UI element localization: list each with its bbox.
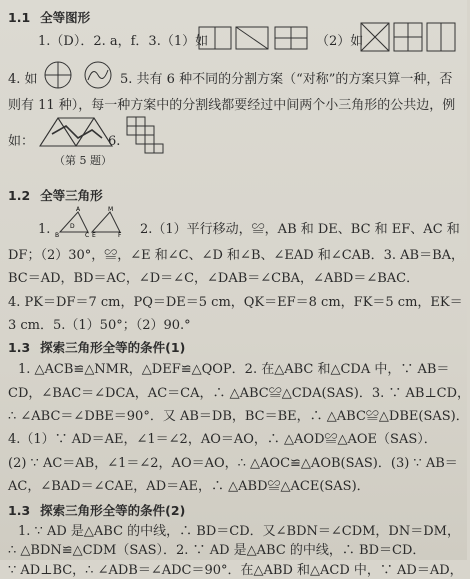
fig-3-1 xyxy=(198,26,270,50)
fig-4 xyxy=(44,60,116,90)
s11-line2-a: 4. 如 xyxy=(8,72,38,87)
s13a-line6: AC，∠BAD＝∠CAE，AD＝AE，∴ △ABD≌△ACE(SAS)． xyxy=(8,479,370,494)
section-heading-1-3a: 1.3 探索三角形全等的条件(1) xyxy=(8,340,186,355)
s12-line3: BC＝AD，BD＝AC，∠D＝∠C，∠DAB＝∠CBA，∠ABD＝∠BAC． xyxy=(8,271,420,286)
fig-label-b: B xyxy=(55,232,60,239)
s12-line4: 4. PK＝DF＝7 cm，PQ＝DE＝5 cm，QK＝EF＝8 cm，FK＝5 cm，EK＝ xyxy=(8,295,463,310)
s13a-line5: (2) ∵ AC＝AB，∠1＝∠2，AO＝AO，∴ △AOC≌△AOB(SAS)．(3) ∵ AB＝ xyxy=(8,456,458,471)
fig-6 xyxy=(126,116,166,156)
s13a-line3: ∴ ∠ABC＝∠DBE＝90°．又 AB＝DB，BC＝BE，∴ △ABC≌△DBE(SAS)． xyxy=(8,409,469,424)
fig-label-d: D xyxy=(70,223,75,230)
s13b-line3: ∵ AD⊥BC，∴ ∠ADB＝∠ADC＝90°．在△ABD 和△ACD 中，∵ AD＝AD， xyxy=(8,563,463,578)
section-heading-1-3b: 1.3 探索三角形全等的条件(2) xyxy=(8,503,186,518)
s11-line1-b: （2）如 xyxy=(316,34,364,49)
s13a-line2: CD，∠BAC＝∠DCA，AC＝CA，∴ △ABC≌△CDA(SAS)．3. ∵ AB⊥CD， xyxy=(8,386,470,401)
s11-line4-a: 如： xyxy=(8,134,35,149)
s12-line1-a: 1. xyxy=(38,222,51,237)
fig-3-1b xyxy=(274,26,310,50)
section-heading-1-1: 1.1 全等图形 xyxy=(8,10,91,25)
s13a-line4: 4.（1）∵ AD＝AE，∠1＝∠2，AO＝AO，∴ △AOD≌△AOE（SAS）． xyxy=(8,432,437,447)
fig5-caption: （第 5 题） xyxy=(54,154,112,167)
fig-5 xyxy=(38,116,121,150)
s11-line1-a: 1.（D）．2. a，f．3.（1）如 xyxy=(38,34,209,49)
s12-line5: 3 cm．5.（1）50°；（2）90.° xyxy=(8,318,191,333)
section-heading-1-2: 1.2 全等三角形 xyxy=(8,188,103,203)
fig-3-2 xyxy=(360,22,456,52)
fig-label-c: C xyxy=(85,232,90,239)
s13a-line1: 1. △ACB≌△NMR，△DEF≌△QOP．2. 在△ABC 和△CDA 中，∵ AB＝ xyxy=(18,362,450,377)
s11-line2-b: 5. 共有 6 种不同的分割方案（“对称”的方案只算一种，否 xyxy=(120,72,453,87)
s12-line2: DF；（2）30°，≌，∠E 和∠C、∠D 和∠B、∠EAD 和∠CAB．3. AB＝BA， xyxy=(8,248,465,263)
fig-label-f: F xyxy=(118,232,122,239)
fig-label-m: M xyxy=(108,206,114,213)
s13b-line2: ∴ △BDN≌△CDM（SAS）．2. ∵ AD 是△ABC 的中线，∴ BD＝CD． xyxy=(8,543,426,558)
s12-line1-b: 2.（1）平行移动，≌，AB 和 DE、BC 和 EF、AC 和 xyxy=(140,222,460,237)
fig-label-e: E xyxy=(92,232,96,239)
s11-line3: 则有 11 种），每一种方案中的分割线都要经过中间两个小三角形的公共边，例 xyxy=(8,98,456,113)
fig-label-a: A xyxy=(76,206,81,213)
fig-1-2 xyxy=(52,206,136,238)
s13b-line1: 1. ∵ AD 是△ABC 的中线，∴ BD＝CD．又∠BDN＝∠CDM，DN＝DM， xyxy=(18,524,460,539)
s11-line4-b: 6. xyxy=(108,134,121,149)
